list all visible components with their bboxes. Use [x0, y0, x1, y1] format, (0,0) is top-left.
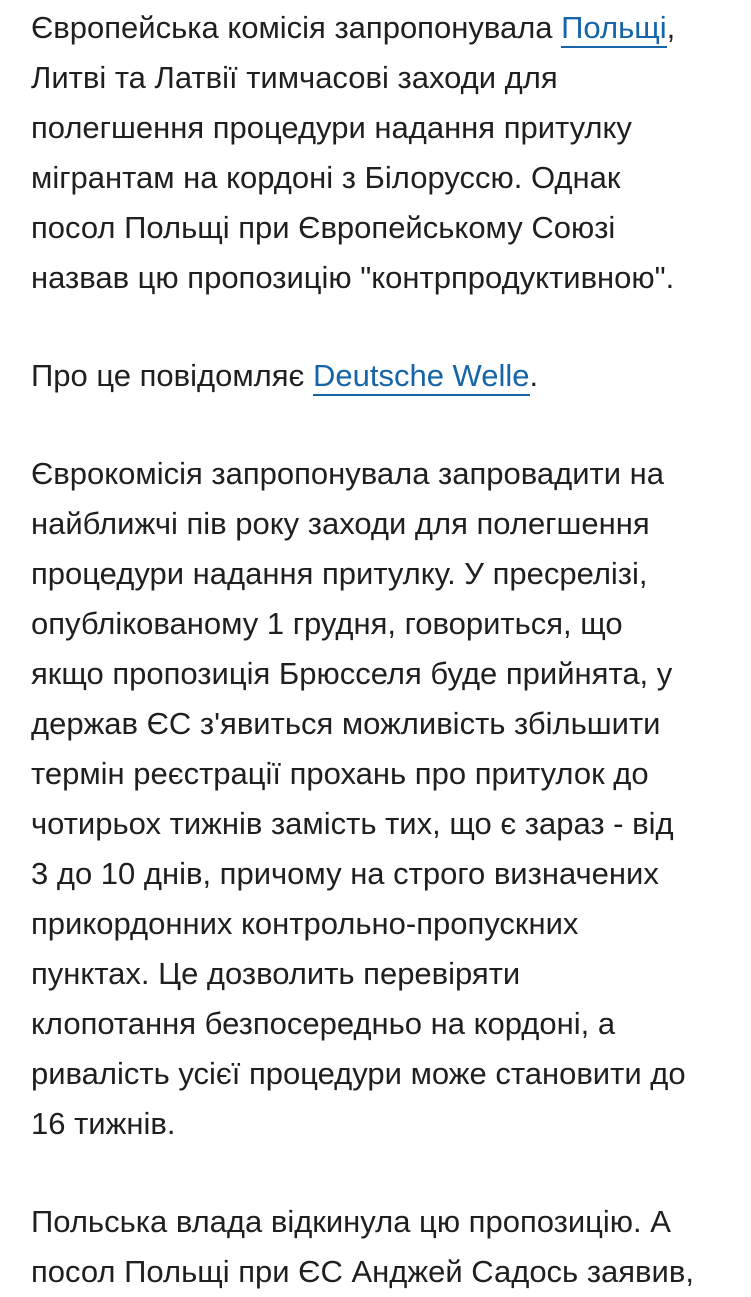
paragraph-1-comma: , [666, 10, 676, 45]
paragraph-2 [31, 351, 731, 401]
link-poland[interactable]: Польщі [561, 10, 666, 48]
paragraph-4 [31, 1197, 731, 1297]
article-body [31, 0, 731, 1297]
paragraph-1-line-3: полегшення процедури надання притулку [31, 110, 632, 145]
link-deutsche-welle[interactable]: Deutsche Welle [313, 358, 530, 396]
paragraph-3-line: клопотання безпосередньо на кордоні, а [31, 1006, 616, 1041]
paragraph-1-line-5: посол Польщі при Європейському Союзі [31, 210, 616, 245]
paragraph-1 [31, 3, 731, 303]
paragraph-3 [31, 449, 731, 1149]
paragraph-3-line: найближчі пів року заходи для полегшення [31, 506, 650, 541]
paragraph-spacer [31, 303, 731, 351]
paragraph-3-line: чотирьох тижнів замість тих, що є зараз - від [31, 806, 674, 841]
paragraph-2-text: Про це повідомляє [31, 358, 313, 393]
paragraph-4-line: посол Польщі при ЄС Анджей Садось заявив, [31, 1254, 694, 1289]
paragraph-4-line: Польська влада відкинула цю пропозицію. А [31, 1204, 671, 1239]
paragraph-1-line-4: мігрантам на кордоні з Білоруссю. Однак [31, 160, 621, 195]
paragraph-3-line: пунктах. Це дозволить перевіряти [31, 956, 521, 991]
paragraph-2-period: . [529, 358, 539, 393]
paragraph-3-line: якщо пропозиція Брюсселя буде прийнята, у [31, 656, 673, 691]
paragraph-1-line-1 [31, 3, 731, 53]
paragraph-2-line-1 [31, 351, 731, 401]
paragraph-3-line: ривалість усієї процедури може становити до [31, 1056, 686, 1091]
paragraph-1-line-6: назвав цю пропозицію "контрпродуктивною". [31, 260, 675, 295]
paragraph-1-line-2: Литві та Латвії тимчасові заходи для [31, 60, 558, 95]
paragraph-3-line: процедури надання притулку. У пресрелізі, [31, 556, 648, 591]
paragraph-spacer [31, 1149, 731, 1197]
paragraph-3-line: Єврокомісія запропонувала запровадити на [31, 456, 665, 491]
paragraph-1-text: Європейська комісія запропонувала [31, 10, 562, 45]
paragraph-3-line: прикордонних контрольно-пропускних [31, 906, 579, 941]
paragraph-3-line: опублікованому 1 грудня, говориться, що [31, 606, 623, 641]
paragraph-3-line: 16 тижнів. [31, 1106, 176, 1141]
paragraph-spacer [31, 401, 731, 449]
paragraph-3-line: термін реєстрації прохань про притулок до [31, 756, 649, 791]
paragraph-3-line: держав ЄС з'явиться можливість збільшити [31, 706, 661, 741]
paragraph-3-line: 3 до 10 днів, причому на строго визначених [31, 856, 659, 891]
